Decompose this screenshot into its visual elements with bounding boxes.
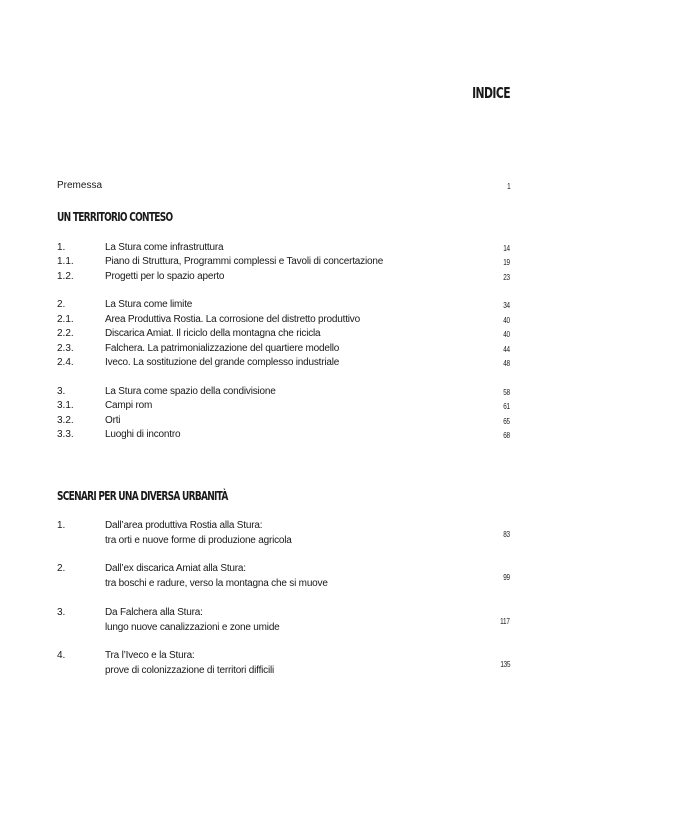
entry-page: 34 [503, 300, 510, 310]
entry-title [105, 518, 292, 548]
entry-title-line1: Dall’area produttiva Rostia alla Stura: [105, 520, 263, 531]
entry-page: 1 [506, 181, 510, 191]
entry-number: 1.1. [57, 256, 74, 267]
entry-title: Luoghi di incontro [105, 429, 181, 440]
entry-number: 3. [57, 607, 66, 618]
entry-number: 2. [57, 299, 66, 310]
entry-number: 2.1. [57, 314, 74, 325]
page-title: INDICE [472, 84, 510, 102]
entry-page: 61 [503, 401, 510, 411]
entry-number: 3.2. [57, 415, 74, 426]
entry-number: 4. [57, 650, 66, 661]
entry-page: 48 [503, 358, 510, 368]
entry-title: Discarica Amiat. Il riciclo della montagna che ricicla [105, 328, 321, 339]
toc-entry [57, 518, 510, 548]
entry-number: 2.4. [57, 357, 74, 368]
entry-title: Falchera. La patrimonializzazione del quartiere modello [105, 343, 340, 354]
entry-title: La Stura come limite [105, 299, 193, 310]
entry-page: 40 [503, 329, 510, 339]
entry-page: 58 [503, 387, 510, 397]
toc-entry [57, 561, 510, 591]
entry-title: Orti [105, 415, 121, 426]
entry-number: 2.3. [57, 343, 74, 354]
entry-number: 2. [57, 563, 66, 574]
toc-entry [57, 605, 510, 635]
entry-title: Iveco. La sostituzione del grande complesso industriale [105, 357, 340, 368]
entry-title: Piano di Struttura, Programmi complessi e Tavoli di concertazione [105, 256, 384, 267]
entry-title-line2: tra boschi e radure, verso la montagna che si muove [105, 578, 328, 589]
entry-page: 135 [500, 659, 510, 669]
entry-title-line1: Dall’ex discarica Amiat alla Stura: [105, 563, 246, 574]
entry-title [105, 561, 328, 591]
entry-page: 68 [503, 430, 510, 440]
entry-label: Premessa [57, 180, 103, 191]
entry-number: 1.2. [57, 271, 74, 282]
entry-page: 44 [503, 344, 510, 354]
entry-page: 117 [500, 616, 510, 626]
entry-title: La Stura come infrastruttura [105, 242, 224, 253]
entry-title [105, 605, 280, 635]
toc-entry [57, 648, 510, 678]
entry-page: 40 [503, 315, 510, 325]
entry-number: 1. [57, 520, 66, 531]
entry-page: 83 [503, 529, 510, 539]
entry-number: 3.3. [57, 429, 74, 440]
entry-title-line2: tra orti e nuove forme di produzione agricola [105, 535, 292, 546]
entry-title-line1: Da Falchera alla Stura: [105, 607, 203, 618]
entry-page: 99 [503, 572, 510, 582]
entry-title-line2: lungo nuove canalizzazioni e zone umide [105, 622, 280, 633]
entry-title [105, 648, 274, 678]
entry-number: 1. [57, 242, 66, 253]
entry-page: 14 [503, 243, 510, 253]
entry-title-line2: prove di colonizzazione di territori difficili [105, 665, 275, 676]
entry-number: 2.2. [57, 328, 74, 339]
entry-page: 23 [503, 272, 510, 282]
entry-number: 3. [57, 386, 66, 397]
entry-title: Area Produttiva Rostia. La corrosione del distretto produttivo [105, 314, 360, 325]
entry-page: 65 [503, 416, 510, 426]
entry-page: 19 [503, 257, 510, 267]
entry-title: La Stura come spazio della condivisione [105, 386, 276, 397]
entry-number: 3.1. [57, 400, 74, 411]
entry-title: Campi rom [105, 400, 153, 411]
section-heading: UN TERRITORIO CONTESO [57, 209, 173, 224]
entry-title-line1: Tra l’Iveco e la Stura: [105, 650, 195, 661]
entry-title: Progetti per lo spazio aperto [105, 271, 225, 282]
section-heading: SCENARI PER UNA DIVERSA URBANITÀ [57, 488, 228, 503]
